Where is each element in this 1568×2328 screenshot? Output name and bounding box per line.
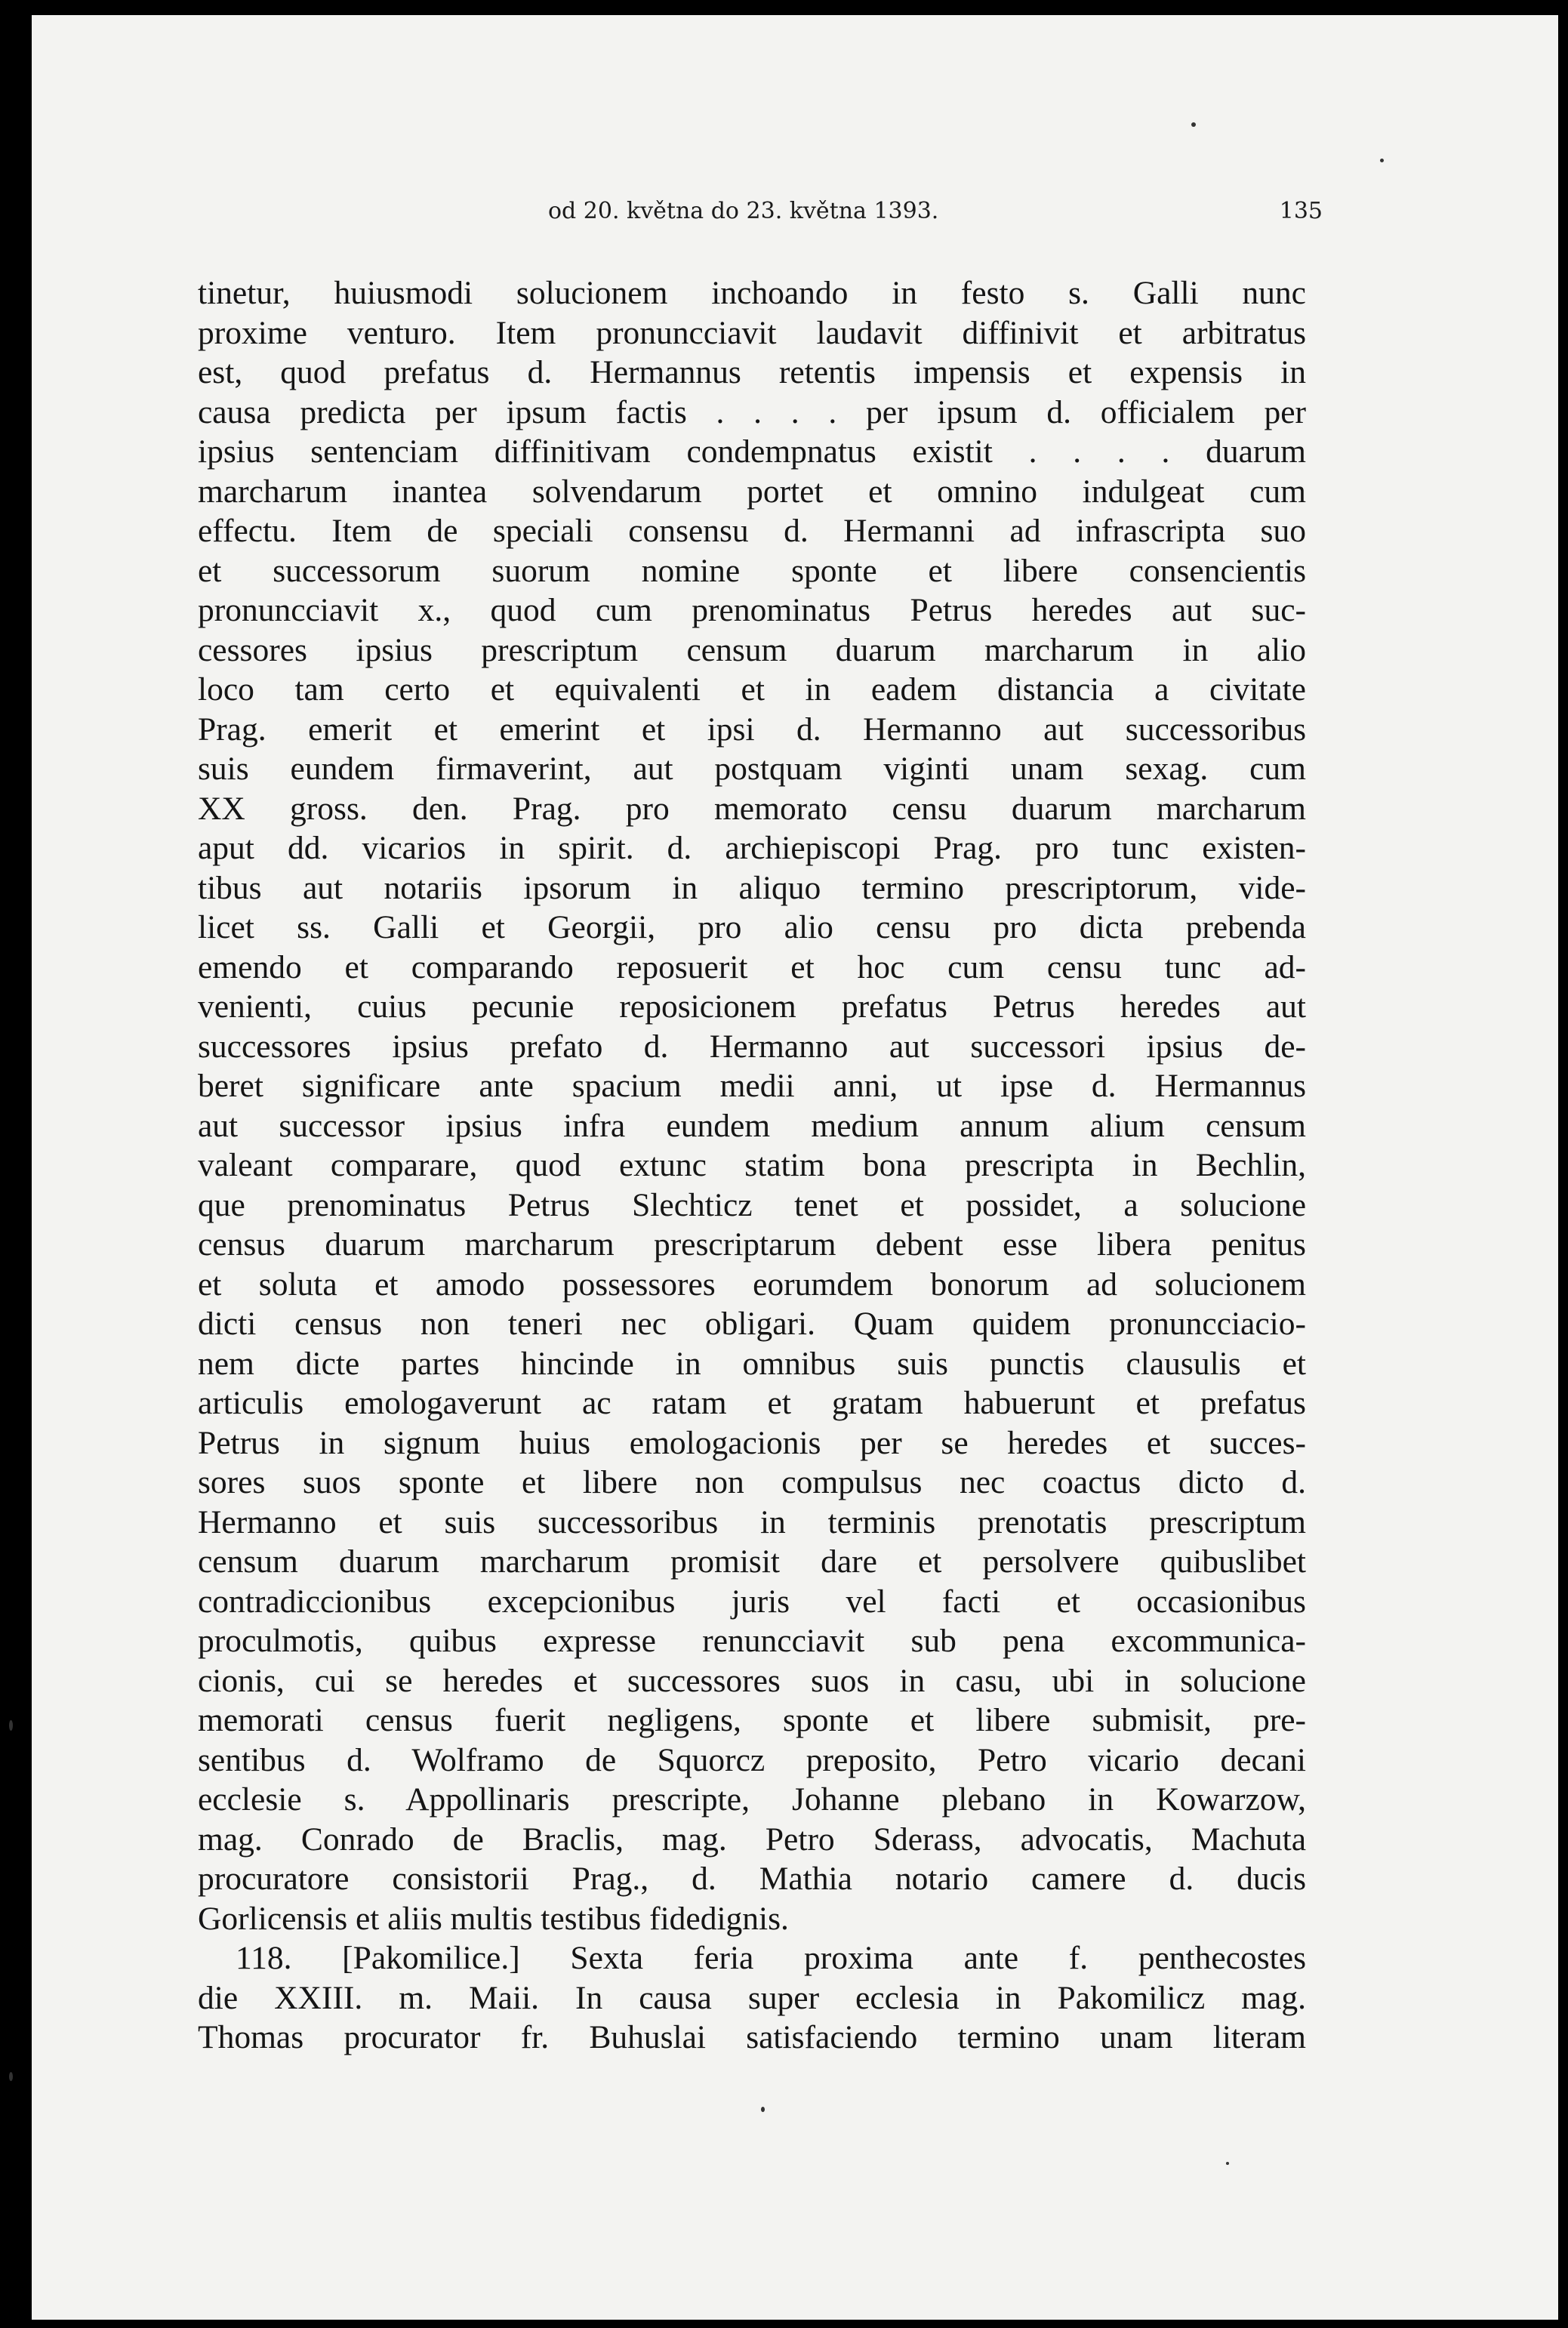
text-line: memorati census fuerit negligens, sponte et libere submisit, pre- <box>198 1702 1306 1738</box>
dust-speck <box>9 1720 13 1731</box>
text-line: et successorum suorum nomine sponte et libere consencientis <box>198 552 1306 589</box>
text-line: suis eundem firmaverint, aut postquam viginti unam sexag. cum <box>198 751 1306 787</box>
text-line: procuratore consistorii Prag., d. Mathia notario camere d. ducis <box>198 1861 1306 1897</box>
text-line: contradiccionibus excepcionibus juris vel facti et occasionibus <box>198 1583 1306 1620</box>
text-line: tibus aut notariis ipsorum in aliquo termino prescriptorum, vide- <box>198 869 1306 906</box>
text-line: sores suos sponte et libere non compulsus nec coactus dicto d. <box>198 1464 1306 1500</box>
text-line: Hermanno et suis successoribus in terminis prenotatis prescriptum <box>198 1503 1306 1540</box>
text-line: ecclesie s. Appollinaris prescripte, Johanne plebano in Kowarzow, <box>198 1781 1306 1818</box>
text-line: proculmotis, quibus expresse renuncciavit sub pena excommunica- <box>198 1623 1306 1659</box>
body-text <box>198 273 1306 2058</box>
text-line: aut successor ipsius infra eundem medium annum alium censum <box>198 1107 1306 1144</box>
text-line: tinetur, huiusmodi solucionem inchoando in festo s. Galli nunc <box>198 275 1306 311</box>
page-number: 135 <box>1279 198 1323 224</box>
text-line: venienti, cuius pecunie reposicionem prefatus Petrus heredes aut <box>198 988 1306 1025</box>
text-line: mag. Conrado de Braclis, mag. Petro Sderass, advocatis, Machuta <box>198 1821 1306 1858</box>
text-line: effectu. Item de speciali consensu d. Hermanni ad infrascripta suo <box>198 513 1306 549</box>
text-line: marcharum inantea solvendarum portet et omnino indulgeat cum <box>198 473 1306 510</box>
text-line: causa predicta per ipsum factis . . . . per ipsum d. officialem per <box>198 393 1306 430</box>
text-line: proxime venturo. Item pronuncciavit laudavit diffinivit et arbitratus <box>198 314 1306 351</box>
text-line: Petrus in signum huius emologacionis per se heredes et succes- <box>198 1424 1306 1461</box>
text-line: census duarum marcharum prescriptarum debent esse libera penitus <box>198 1226 1306 1263</box>
text-line: articulis emologaverunt ac ratam et gratam habuerunt et prefatus <box>198 1385 1306 1421</box>
text-line: die XXIII. m. Maii. In causa super ecclesia in Pakomilicz mag. <box>198 1979 1306 2016</box>
text-line: beret significare ante spacium medii anni, ut ipse d. Hermannus <box>198 1068 1306 1104</box>
text-line: Thomas procurator fr. Buhuslai satisfaciendo termino unam literam <box>198 2019 1306 2055</box>
text-line: loco tam certo et equivalenti et in eadem distancia a civitate <box>198 671 1306 708</box>
dust-speck <box>1191 122 1196 127</box>
text-line: est, quod prefatus d. Hermannus retentis impensis et expensis in <box>198 354 1306 390</box>
text-line: sentibus d. Wolframo de Squorcz preposito, Petro vicario decani <box>198 1741 1306 1778</box>
text-line: licet ss. Galli et Georgii, pro alio censu pro dicta prebenda <box>198 909 1306 945</box>
text-line: successores ipsius prefato d. Hermanno aut successori ipsius de- <box>198 1028 1306 1065</box>
dust-speck <box>761 2107 765 2112</box>
text-line: dicti census non teneri nec obligari. Quam quidem pronuncciacio- <box>198 1306 1306 1342</box>
text-line: que prenominatus Petrus Slechticz tenet et possidet, a solucione <box>198 1186 1306 1223</box>
text-line: valeant comparare, quod extunc statim bona prescripta in Bechlin, <box>198 1147 1306 1183</box>
text-line: censum duarum marcharum promisit dare et persolvere quibuslibet <box>198 1543 1306 1580</box>
text-line: et soluta et amodo possessores eorumdem bonorum ad solucionem <box>198 1266 1306 1303</box>
text-line: emendo et comparando reposuerit et hoc cum censu tunc ad- <box>198 948 1306 985</box>
header-title: od 20. května do 23. května 1393. <box>548 198 939 224</box>
text-line: XX gross. den. Prag. pro memorato censu duarum marcharum <box>198 790 1306 827</box>
text-line: ipsius sentenciam diffinitivam condempnatus existit . . . . duarum <box>198 433 1306 470</box>
text-line: cessores ipsius prescriptum censum duarum marcharum in alio <box>198 631 1306 668</box>
dust-speck <box>9 2072 13 2081</box>
text-line: Gorlicensis et aliis multis testibus fidedignis. <box>198 1900 789 1937</box>
dust-speck <box>1226 2162 1229 2165</box>
text-line: Prag. emerit et emerint et ipsi d. Hermanno aut successoribus <box>198 711 1306 748</box>
text-line: cionis, cui se heredes et successores suos in casu, ubi in solucione <box>198 1662 1306 1699</box>
dust-speck <box>1380 159 1384 162</box>
text-line: nem dicte partes hincinde in omnibus suis punctis clausulis et <box>198 1345 1306 1382</box>
text-line: aput dd. vicarios in spirit. d. archiepiscopi Prag. pro tunc existen- <box>198 830 1306 866</box>
entry-118-heading-line: 118. [Pakomilice.] Sexta feria proxima ante f. penthecostes <box>236 1940 1306 1976</box>
running-header <box>518 198 1326 228</box>
text-line: pronuncciavit x., quod cum prenominatus Petrus heredes aut suc- <box>198 592 1306 628</box>
